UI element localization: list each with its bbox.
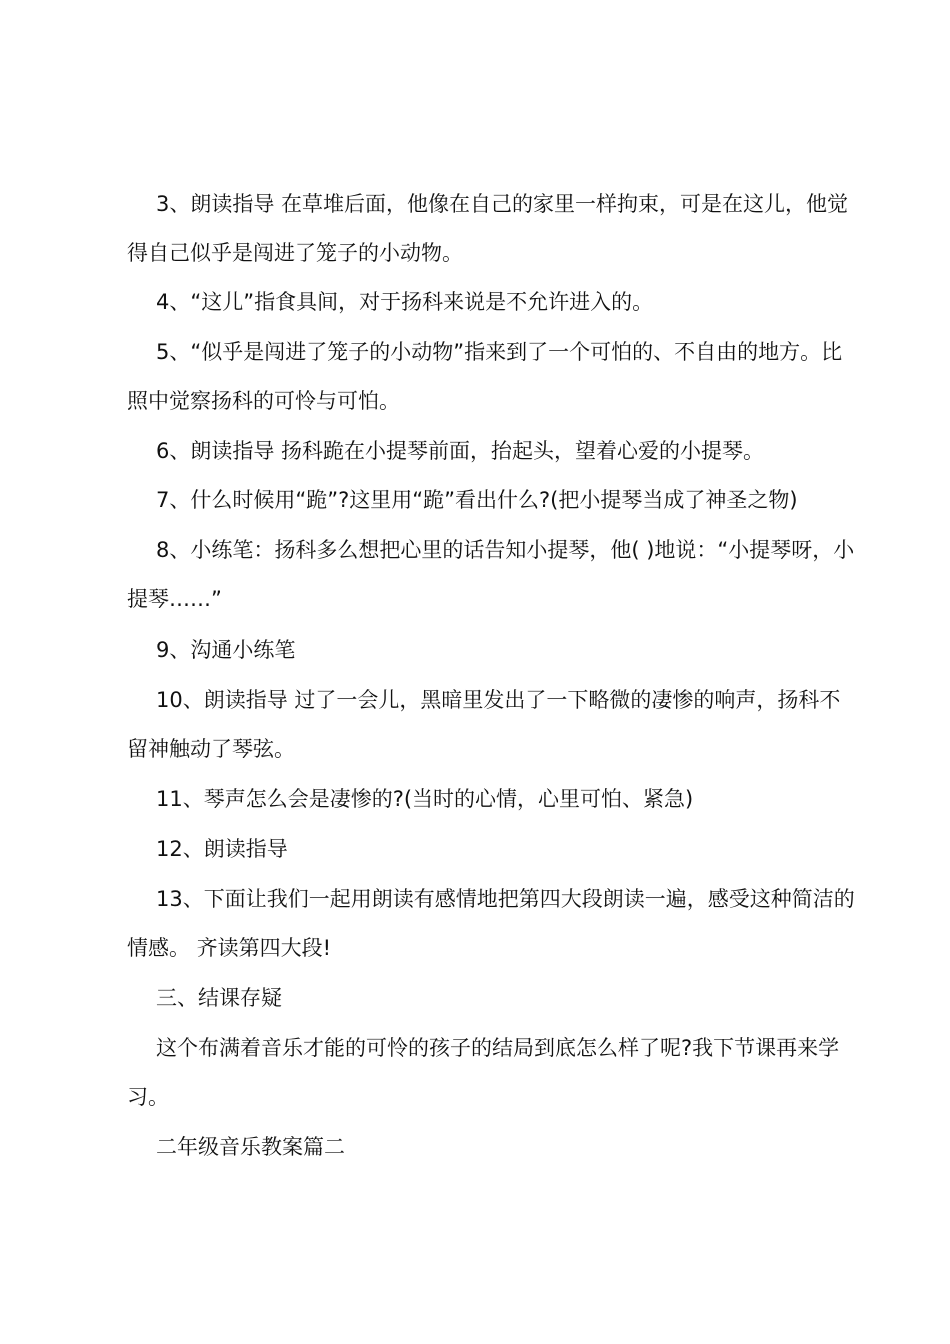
paragraph-item-3: 3、朗读指导 在草堆后面，他像在自己的家里一样拘束，可是在这儿，他觉得自己似乎是闯进了笼子的小动物。 bbox=[127, 192, 849, 265]
section-heading-conclusion: 三、结课存疑 bbox=[156, 986, 282, 1010]
paragraph-item-9: 9、沟通小练笔 bbox=[156, 638, 296, 662]
next-section-title: 二年级音乐教案篇二 bbox=[156, 1135, 345, 1159]
paragraph-item-8: 8、小练笔：扬科多么想把心里的话告知小提琴，他( )地说：“小提琴呀，小提琴……” bbox=[127, 538, 855, 611]
paragraph-item-4: 4、“这儿”指食具间，对于扬科来说是不允许进入的。 bbox=[156, 290, 654, 314]
paragraph-item-11: 11、琴声怎么会是凄惨的?(当时的心情，心里可怕、紧急) bbox=[156, 787, 694, 811]
paragraph-item-12: 12、朗读指导 bbox=[156, 837, 288, 861]
paragraph-item-10: 10、朗读指导 过了一会儿，黑暗里发出了一下略微的凄惨的响声，扬科不留神触动了琴弦。 bbox=[127, 688, 841, 761]
paragraph-item-13: 13、下面让我们一起用朗读有感情地把第四大段朗读一遍，感受这种简洁的情感。 齐读第四大段! bbox=[127, 887, 855, 960]
paragraph-closing: 这个布满着音乐才能的可怜的孩子的结局到底怎么样了呢?我下节课再来学习。 bbox=[127, 1036, 840, 1109]
paragraph-item-5: 5、“似乎是闯进了笼子的小动物”指来到了一个可怕的、不自由的地方。比照中觉察扬科的可怜与可怕。 bbox=[127, 340, 843, 413]
paragraph-item-7: 7、什么时候用“跪”?这里用“跪”看出什么?(把小提琴当成了神圣之物) bbox=[156, 488, 798, 512]
paragraph-item-6: 6、朗读指导 扬科跪在小提琴前面，抬起头，望着心爱的小提琴。 bbox=[156, 439, 765, 463]
